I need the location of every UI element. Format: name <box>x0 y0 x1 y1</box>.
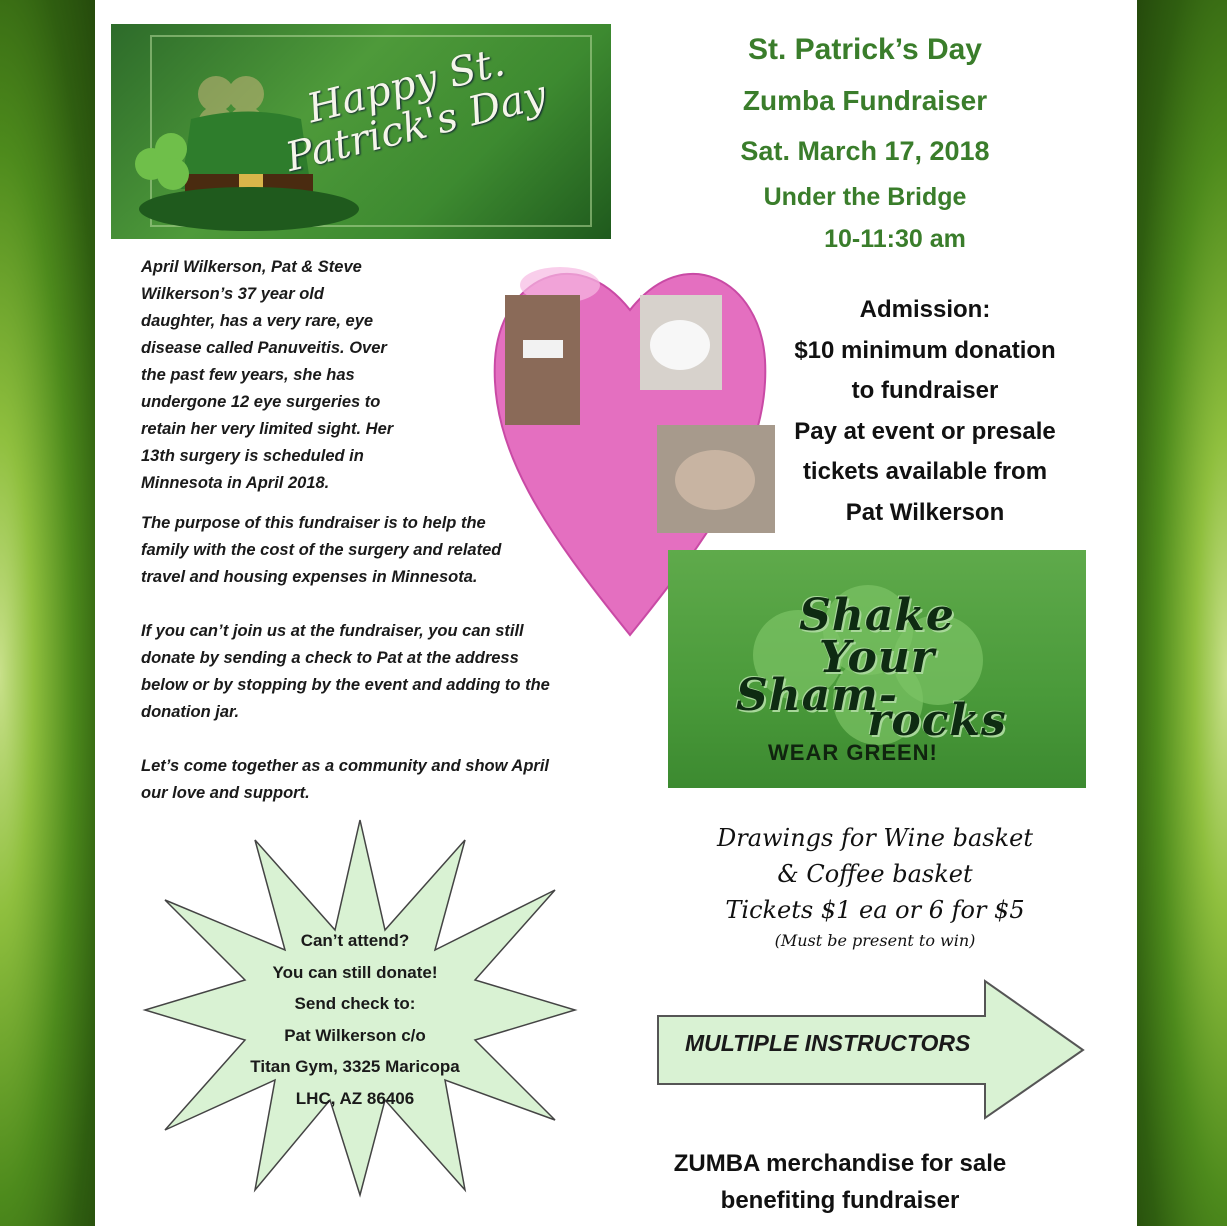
event-title-block <box>665 24 1065 260</box>
story-line: Wilkerson’s 37 year old <box>141 285 324 303</box>
story-line: If you can’t join us at the fundraiser, you can still <box>141 622 524 640</box>
right-leaf-background <box>1137 0 1227 1226</box>
story-line: below or by stopping by the event and adding to the <box>141 676 550 694</box>
story-line: undergone 12 eye surgeries to <box>141 393 381 411</box>
story-line: disease called Panuveitis. Over <box>141 339 387 357</box>
donate-block <box>225 925 485 1114</box>
story-line: our love and support. <box>141 784 310 802</box>
story-line: family with the cost of the surgery and related <box>141 541 502 559</box>
story-line: Minnesota in April 2018. <box>141 474 330 492</box>
drawings-line2: & Coffee basket <box>777 860 973 888</box>
event-location: Under the Bridge <box>763 183 967 211</box>
event-time: 10-11:30 am <box>824 225 966 253</box>
story-line: The purpose of this fundraiser is to help the <box>141 514 486 532</box>
story-line: daughter, has a very rare, eye <box>141 312 374 330</box>
donate-line: Pat Wilkerson c/o <box>284 1025 426 1045</box>
drawings-block <box>670 820 1080 954</box>
story-paragraph-4 <box>141 753 549 807</box>
shake-text-line4: rocks <box>867 695 1007 746</box>
admission-block <box>735 290 1115 533</box>
admission-line: Pay at event or presale <box>794 417 1056 445</box>
admission-line: $10 minimum donation <box>794 336 1056 364</box>
donate-line: You can still donate! <box>272 962 438 982</box>
story-line: the past few years, she has <box>141 366 355 384</box>
shake-text-line3: Sham- <box>735 670 899 721</box>
shake-text-line2: Your <box>818 632 936 683</box>
left-leaf-background <box>0 0 95 1226</box>
photo-april-eye-patch <box>505 295 580 425</box>
shake-text-line1: Shake <box>799 590 955 641</box>
merch-line1: ZUMBA merchandise for sale <box>673 1150 1007 1177</box>
admission-line: Admission: <box>859 296 991 323</box>
event-title-line1: St. Patrick’s Day <box>747 33 982 66</box>
story-paragraph-2 <box>141 510 501 591</box>
story-line: donation jar. <box>141 703 240 721</box>
shamrock-icon <box>135 133 189 190</box>
drawings-note: (Must be present to win) <box>774 931 976 950</box>
merch-line2: benefiting fundraiser <box>720 1187 960 1214</box>
banner-greeting: Happy St. Patrick's Day <box>281 38 551 181</box>
story-line: April Wilkerson, Pat & Steve <box>141 258 362 276</box>
admission-line: tickets available from <box>802 458 1048 485</box>
story-line: 13th surgery is scheduled in <box>141 447 364 465</box>
drawings-line1: Drawings for Wine basket <box>716 824 1034 852</box>
story-paragraph-3 <box>141 618 550 726</box>
drawings-line3: Tickets $1 ea or 6 for $5 <box>725 896 1025 924</box>
donate-line: LHC, AZ 86406 <box>295 1088 415 1108</box>
story-line: Let’s come together as a community and show April <box>141 757 550 775</box>
donate-line: Send check to: <box>294 994 416 1013</box>
admission-line: to fundraiser <box>851 377 999 404</box>
happy-st-patricks-banner <box>111 24 611 239</box>
shake-your-shamrocks-graphic <box>668 550 1086 788</box>
story-line: retain her very limited sight. Her <box>141 420 394 438</box>
donate-line: Titan Gym, 3325 Maricopa <box>250 1057 460 1076</box>
flyer-page <box>95 0 1137 1226</box>
story-paragraph-1 <box>141 254 393 497</box>
multiple-instructors-label: MULTIPLE INSTRUCTORS <box>685 1030 971 1056</box>
wear-green-text: WEAR GREEN! <box>768 740 938 765</box>
event-date: Sat. March 17, 2018 <box>740 136 990 166</box>
merchandise-block <box>625 1145 1055 1219</box>
donate-line: Can’t attend? <box>300 931 410 950</box>
story-line: donate by sending a check to Pat at the address <box>141 649 519 667</box>
admission-line: Pat Wilkerson <box>845 498 1005 526</box>
event-title-line2: Zumba Fundraiser <box>742 85 988 116</box>
story-line: travel and housing expenses in Minnesota. <box>141 568 478 586</box>
